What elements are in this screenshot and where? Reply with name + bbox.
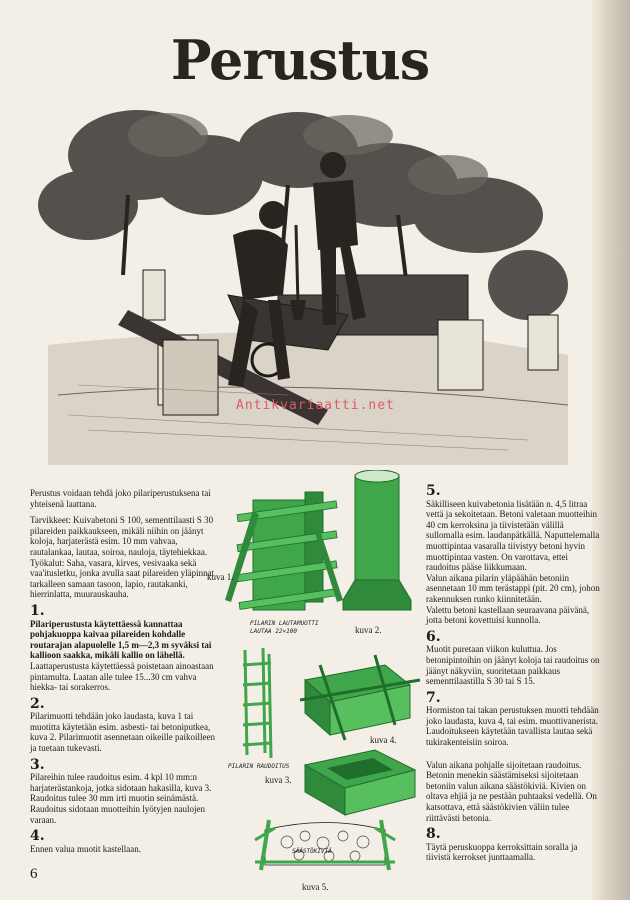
step-5-text-3: Valettu betoni kastellaan seuraavana päivänä, jotta betoni kovettuisi kunnolla. xyxy=(426,604,590,626)
caption-kuva-1: kuva 1. xyxy=(207,572,234,582)
step-7-text-2: Valun aikana pohjalle sijoitetaan raudoitus. Betonin menekin säästämiseksi sijoitetaan betoniin valun aikana säästökiviä. Kivien on oltava ehjiä ja ne pestään puhtaaksi vedellä. On katsottava, että säästökivien väliin tulee riittävästi betonia. xyxy=(426,759,597,823)
page-number: 6 xyxy=(30,866,38,882)
caption-kuva-4: kuva 4. xyxy=(370,735,397,745)
caption-kuva-5: kuva 5. xyxy=(302,882,329,892)
pillar-rebar-drawing xyxy=(243,648,271,758)
pillar-wood-mould-drawing xyxy=(225,492,343,610)
step-4-text: Ennen valua muotit kastellaan. xyxy=(30,843,141,854)
page-title: Perustus xyxy=(170,28,430,92)
watermark: Antikvariaatti.net xyxy=(236,398,395,413)
step-1-text: Laattaperustusta käytettäessä poistetaan ainoastaan pintamulta. Laatan alle tulee 15...30 cm vahva hiekka- tai sorakerros. xyxy=(30,660,214,693)
handwritten-label-stones: SÄÄSTÖKIVIÄ xyxy=(292,848,332,855)
step-2-number: 2. xyxy=(30,695,45,712)
step-1-bold-text: Pilariperustusta käytettäessä kannattaa pohjakuoppa kaivaa pilareiden kohdalle routarajan alapuolelle 1,5 m—2,3 m syväksi tai kallioon saakka, mikäli kallio on lähellä. xyxy=(30,618,212,661)
mould-with-rebar-drawing xyxy=(305,750,415,815)
step-7-number: 7. xyxy=(426,689,441,706)
step-4-number: 4. xyxy=(30,828,45,845)
formwork-diagrams xyxy=(225,470,435,890)
step-7-text: Hormiston tai takan perustuksen muotti tehdään joko laudasta, kuva 4, tai esim. muottivanerista. Laudoitukseen käytetään tavallista lautaa sekä tukirakenteisiin soiroa. xyxy=(426,705,599,748)
caption-kuva-2: kuva 2. xyxy=(355,625,382,635)
step-8-number: 8. xyxy=(426,826,441,843)
pillar-pipe-mould-drawing xyxy=(343,470,411,610)
step-6-number: 6. xyxy=(426,628,441,645)
step-8-text: Täytä peruskuoppa kerroksittain soralla ja tiivistä kerrokset junttaamalla. xyxy=(426,841,578,863)
step-6-text: Muotit puretaan viikon kuluttua. Jos betonipintoihin on jäänyt koloja tai raudoitus on jäänyt näkyviin, suoritetaan paikkaus sementtilaastilla S 30 tai S 15. xyxy=(426,644,600,687)
intro-text: Perustus voidaan tehdä joko pilariperustuksena tai yhteisenä laattana. xyxy=(30,488,211,509)
supplies-text: Tarvikkeet: Kuivabetoni S 100, sementtilaasti S 30 pilareiden paikkaukseen, mikäli niihin on jäänyt koloja, harjaterästä esim. 10 mm vahvaa, rautalankaa, lautaa, soiroa, nauloja, täytehiekkaa. Työkalut: Saha, vasara, kirves, vesivaaka sekä vaa'itusletku, jonka avulla saat pilareiden yläpinnat tarkalleen samaan tasoon, lapio, rautakanki, hierrinlatta, muurauskauha. xyxy=(30,515,215,600)
handwritten-label-boards: LAUTAA 22×100 xyxy=(250,628,297,635)
step-5-text-2: Valun aikana pilarin yläpäähän betoniin asennetaan 10 mm terästappi (pit. 20 cm), johon rakennuksen runko kiinnitetään. xyxy=(426,572,600,604)
right-column xyxy=(426,483,601,869)
step-3-text: Pilareihin tulee raudoitus esim. 4 kpl 10 mm:n harjaterästankoja, jotka sidotaan hakasilla, kuva 3. Raudoitus tulee 30 mm irti muotin seinämästä. Raudoitus sidotaan muotteihin lyötyjen naulojen varaan. xyxy=(30,772,212,825)
step-5-text: Säkilliseen kuivabetonia lisätään n. 4,5 litraa vettä ja sekoitetaan. Betoni valetaan muotteihin 40 cm kerroksina ja tiivistetään välillä sullomalla esim. laudanpätkällä. Naputtelemalla muottipintaa vasaralla tiivistyy betoni hyvin muottipintaa vasten. On varottava, ettei raudoitus pääse liikkumaan. xyxy=(426,498,600,573)
handwritten-label-mould: PILARIN LAUTAMUOTTI xyxy=(250,620,319,627)
step-3-number: 3. xyxy=(30,756,45,773)
caption-kuva-3: kuva 3. xyxy=(265,775,292,785)
handwritten-label-rebar: PILARIN RAUDOITUS xyxy=(228,763,290,770)
step-5-number: 5. xyxy=(426,483,441,499)
step-1-number: 1. xyxy=(30,602,45,619)
save-stones-drawing xyxy=(255,820,395,870)
step-2-text: Pilarimuotti tehdään joko laudasta, kuva 1 tai muotitta käytetään esim. asbesti- tai betoniputkea, kuva 2. Pilarimuotit asennetaan oikeille paikoilleen ja tuetaan tukevasti. xyxy=(30,711,215,754)
left-column xyxy=(30,488,218,860)
chimney-base-mould-drawing xyxy=(300,655,420,740)
